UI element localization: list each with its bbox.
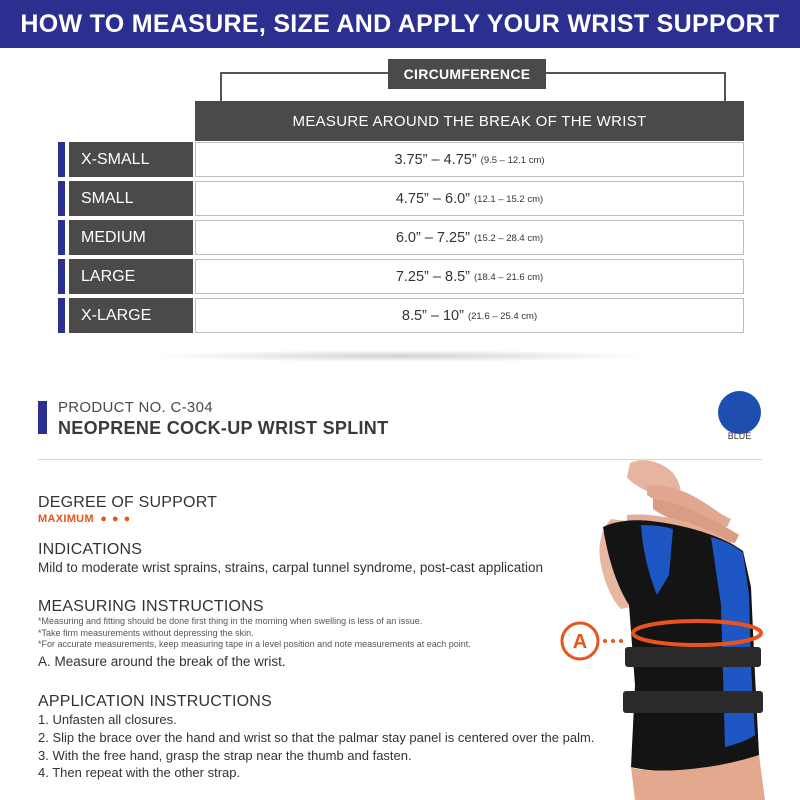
- page-title-banner: HOW TO MEASURE, SIZE AND APPLY YOUR WRIST SUPPORT: [0, 0, 800, 48]
- indications-heading: INDICATIONS: [38, 541, 143, 558]
- product-name: NEOPRENE COCK-UP WRIST SPLINT: [58, 418, 389, 438]
- color-swatch-label: BLUE: [727, 431, 752, 441]
- size-name: LARGE: [69, 259, 193, 294]
- application-step: 3. With the free hand, grasp the strap near the thumb and fasten.: [38, 747, 412, 763]
- size-name: MEDIUM: [69, 220, 193, 255]
- table-column-header: MEASURE AROUND THE BREAK OF THE WRIST: [195, 101, 744, 141]
- product-accent-bar: [38, 401, 47, 434]
- measurement-inches: 7.25” – 8.5”: [395, 268, 470, 285]
- measurement-cm: (15.2 – 28.4 cm): [474, 233, 544, 244]
- measurement-cm: (18.4 – 21.6 cm): [474, 272, 544, 283]
- table-row: [58, 220, 746, 255]
- measurement-inches: 4.75” – 6.0”: [395, 190, 470, 207]
- size-measurement: [195, 259, 744, 294]
- measurement-cm: (12.1 – 15.2 cm): [474, 194, 544, 205]
- support-heading: DEGREE OF SUPPORT: [38, 494, 218, 511]
- measuring-heading: MEASURING INSTRUCTIONS: [38, 598, 264, 615]
- support-level: [38, 513, 131, 525]
- indications-text: Mild to moderate wrist sprains, strains, carpal tunnel syndrome, post-cast application: [38, 560, 543, 575]
- support-level-text: MAXIMUM: [38, 513, 94, 525]
- circumference-label: CIRCUMFERENCE: [388, 59, 546, 89]
- table-row: [58, 181, 746, 216]
- size-measurement: [195, 298, 744, 333]
- measurement-inches: 6.0” – 7.25”: [395, 229, 470, 246]
- size-name: X-SMALL: [69, 142, 193, 177]
- color-swatch: [718, 391, 761, 434]
- table-shadow: [150, 350, 650, 362]
- measuring-note: *Measuring and fitting should be done first thing in the morning when swelling is less of an issue.: [38, 616, 423, 626]
- measurement-cm: (9.5 – 12.1 cm): [480, 155, 545, 166]
- table-row: [58, 259, 746, 294]
- measurement-inches: 8.5” – 10”: [401, 307, 464, 324]
- size-measurement: [195, 142, 744, 177]
- application-heading: APPLICATION INSTRUCTIONS: [38, 693, 272, 710]
- table-row: [58, 298, 746, 333]
- measurement-cm: (21.6 – 25.4 cm): [467, 311, 538, 322]
- marker-a-label: A: [572, 631, 588, 653]
- measuring-note: *Take firm measurements without depressing the skin.: [38, 627, 254, 638]
- measuring-note: *For accurate measurements, keep measuring tape in a level position and note measurements at each point.: [38, 639, 471, 649]
- application-steps: [38, 711, 594, 782]
- row-accent: [58, 220, 65, 255]
- measuring-notes: [38, 616, 471, 651]
- table-row: [58, 142, 746, 177]
- size-measurement: [195, 181, 744, 216]
- row-accent: [58, 298, 65, 333]
- size-measurement: [195, 220, 744, 255]
- size-name: SMALL: [69, 181, 193, 216]
- row-accent: [58, 259, 65, 294]
- size-name: X-LARGE: [69, 298, 193, 333]
- application-step: 4. Then repeat with the other strap.: [38, 765, 241, 781]
- measuring-step: A. Measure around the break of the wrist.: [38, 654, 286, 669]
- product-number: PRODUCT NO. C-304: [58, 399, 213, 416]
- wrist-splint-illustration: [555, 455, 800, 800]
- measurement-inches: 3.75” – 4.75”: [394, 151, 477, 168]
- application-step: 1. Unfasten all closures.: [38, 712, 177, 727]
- support-level-dots: ● ● ●: [100, 513, 132, 525]
- application-step: 2. Slip the brace over the hand and wrist so that the palmar stay panel is centered over the palm.: [38, 729, 595, 745]
- size-table: [58, 142, 746, 337]
- row-accent: [58, 181, 65, 216]
- row-accent: [58, 142, 65, 177]
